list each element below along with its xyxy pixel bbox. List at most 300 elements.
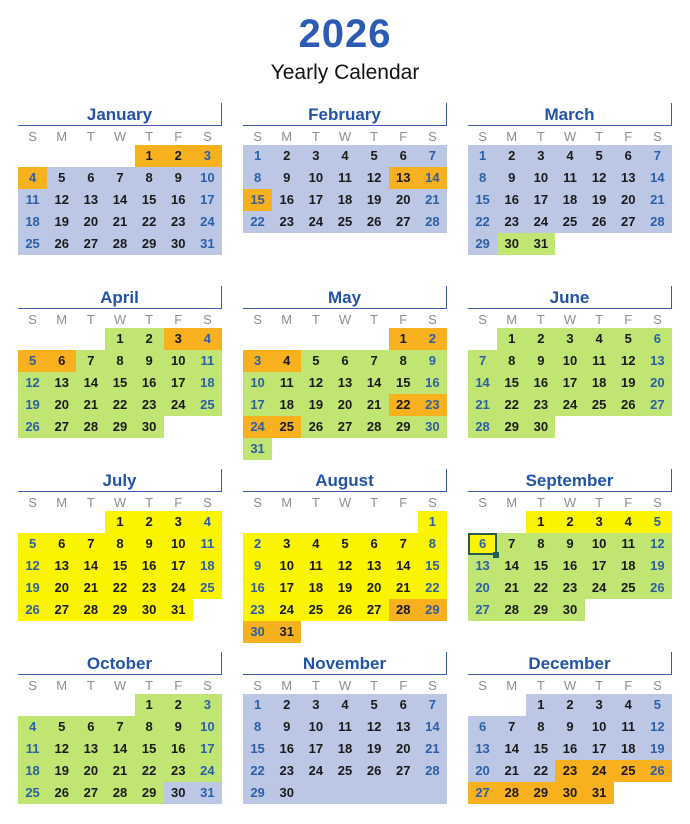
day-cell[interactable]: 12 <box>360 167 389 189</box>
day-cell[interactable]: 30 <box>164 233 193 255</box>
day-cell[interactable]: 9 <box>135 350 164 372</box>
day-cell[interactable]: 5 <box>360 145 389 167</box>
day-cell[interactable]: 4 <box>18 716 47 738</box>
day-cell[interactable]: 18 <box>330 738 359 760</box>
day-cell[interactable]: 30 <box>555 599 584 621</box>
day-cell[interactable]: 27 <box>614 211 643 233</box>
day-cell[interactable]: 9 <box>555 533 584 555</box>
day-cell[interactable]: 17 <box>301 189 330 211</box>
day-cell[interactable]: 15 <box>243 738 272 760</box>
day-cell[interactable]: 1 <box>105 511 134 533</box>
day-cell[interactable]: 3 <box>301 694 330 716</box>
day-cell[interactable]: 5 <box>614 328 643 350</box>
day-cell[interactable]: 28 <box>468 416 497 438</box>
day-cell[interactable]: 23 <box>555 577 584 599</box>
day-cell[interactable]: 24 <box>585 760 614 782</box>
day-cell[interactable]: 14 <box>418 167 447 189</box>
day-cell[interactable]: 14 <box>389 555 418 577</box>
day-cell[interactable]: 5 <box>585 145 614 167</box>
day-cell[interactable]: 13 <box>389 716 418 738</box>
day-cell[interactable]: 31 <box>585 782 614 804</box>
day-cell[interactable]: 3 <box>164 511 193 533</box>
day-cell[interactable]: 26 <box>47 233 76 255</box>
day-cell[interactable]: 2 <box>135 511 164 533</box>
day-cell[interactable]: 5 <box>301 350 330 372</box>
day-cell[interactable]: 24 <box>272 599 301 621</box>
day-cell[interactable]: 23 <box>526 394 555 416</box>
day-cell[interactable]: 1 <box>526 511 555 533</box>
day-cell[interactable]: 18 <box>585 372 614 394</box>
day-cell[interactable]: 2 <box>497 145 526 167</box>
day-cell[interactable]: 15 <box>135 738 164 760</box>
day-cell[interactable]: 28 <box>105 233 134 255</box>
day-cell[interactable]: 15 <box>526 555 555 577</box>
day-cell[interactable]: 3 <box>193 145 222 167</box>
day-cell[interactable]: 11 <box>614 533 643 555</box>
day-cell[interactable]: 18 <box>330 189 359 211</box>
day-cell[interactable]: 3 <box>272 533 301 555</box>
day-cell[interactable]: 20 <box>389 189 418 211</box>
day-cell[interactable]: 19 <box>47 760 76 782</box>
day-cell[interactable]: 25 <box>585 394 614 416</box>
day-cell[interactable]: 28 <box>105 782 134 804</box>
day-cell[interactable]: 27 <box>76 782 105 804</box>
day-cell[interactable]: 31 <box>243 438 272 460</box>
day-cell[interactable]: 2 <box>272 694 301 716</box>
day-cell[interactable]: 26 <box>18 599 47 621</box>
day-cell[interactable]: 22 <box>418 577 447 599</box>
day-cell[interactable]: 17 <box>272 577 301 599</box>
day-cell[interactable]: 29 <box>105 599 134 621</box>
day-cell[interactable]: 6 <box>330 350 359 372</box>
day-cell[interactable]: 19 <box>360 189 389 211</box>
day-cell[interactable]: 10 <box>585 533 614 555</box>
day-cell[interactable]: 10 <box>243 372 272 394</box>
day-cell[interactable]: 14 <box>497 738 526 760</box>
day-cell[interactable]: 18 <box>301 577 330 599</box>
day-cell[interactable]: 16 <box>135 372 164 394</box>
day-cell[interactable]: 17 <box>526 189 555 211</box>
day-cell[interactable]: 11 <box>272 372 301 394</box>
day-cell[interactable]: 7 <box>643 145 672 167</box>
day-cell[interactable]: 1 <box>497 328 526 350</box>
day-cell[interactable]: 3 <box>585 694 614 716</box>
day-cell[interactable]: 2 <box>243 533 272 555</box>
day-cell[interactable]: 4 <box>330 145 359 167</box>
day-cell[interactable]: 28 <box>76 599 105 621</box>
day-cell[interactable]: 3 <box>301 145 330 167</box>
day-cell[interactable]: 4 <box>614 694 643 716</box>
day-cell[interactable]: 8 <box>135 167 164 189</box>
day-cell[interactable]: 13 <box>468 738 497 760</box>
day-cell[interactable]: 13 <box>389 167 418 189</box>
day-cell[interactable]: 9 <box>272 716 301 738</box>
day-cell[interactable]: 3 <box>526 145 555 167</box>
day-cell[interactable]: 23 <box>418 394 447 416</box>
day-cell[interactable]: 25 <box>18 233 47 255</box>
day-cell[interactable]: 8 <box>468 167 497 189</box>
day-cell[interactable]: 7 <box>389 533 418 555</box>
day-cell[interactable]: 25 <box>272 416 301 438</box>
day-cell[interactable]: 12 <box>18 555 47 577</box>
day-cell[interactable]: 1 <box>526 694 555 716</box>
day-cell[interactable]: 9 <box>135 533 164 555</box>
day-cell[interactable]: 7 <box>76 350 105 372</box>
day-cell[interactable]: 28 <box>497 782 526 804</box>
day-cell[interactable]: 5 <box>18 350 47 372</box>
day-cell[interactable]: 16 <box>164 189 193 211</box>
day-cell[interactable]: 20 <box>47 394 76 416</box>
day-cell[interactable]: 10 <box>585 716 614 738</box>
day-cell[interactable]: 21 <box>389 577 418 599</box>
day-cell[interactable]: 4 <box>193 328 222 350</box>
day-cell[interactable]: 25 <box>330 211 359 233</box>
day-cell[interactable]: 23 <box>272 211 301 233</box>
day-cell[interactable]: 29 <box>497 416 526 438</box>
day-cell[interactable]: 25 <box>555 211 584 233</box>
day-cell[interactable]: 5 <box>643 511 672 533</box>
day-cell[interactable]: 4 <box>585 328 614 350</box>
day-cell[interactable]: 18 <box>193 372 222 394</box>
day-cell[interactable]: 22 <box>497 394 526 416</box>
day-cell[interactable]: 28 <box>418 760 447 782</box>
day-cell[interactable]: 27 <box>330 416 359 438</box>
day-cell[interactable]: 21 <box>418 189 447 211</box>
day-cell[interactable]: 20 <box>643 372 672 394</box>
day-cell[interactable]: 16 <box>555 738 584 760</box>
day-cell[interactable]: 15 <box>468 189 497 211</box>
day-cell[interactable]: 2 <box>418 328 447 350</box>
day-cell[interactable]: 11 <box>585 350 614 372</box>
day-cell[interactable]: 28 <box>418 211 447 233</box>
day-cell[interactable]: 24 <box>301 760 330 782</box>
day-cell[interactable]: 27 <box>47 599 76 621</box>
day-cell[interactable]: 29 <box>526 599 555 621</box>
day-cell[interactable]: 18 <box>555 189 584 211</box>
day-cell[interactable]: 16 <box>555 555 584 577</box>
day-cell[interactable]: 28 <box>497 599 526 621</box>
day-cell[interactable]: 5 <box>47 167 76 189</box>
day-cell[interactable]: 14 <box>468 372 497 394</box>
day-cell[interactable]: 31 <box>164 599 193 621</box>
day-cell[interactable]: 9 <box>164 716 193 738</box>
day-cell[interactable]: 8 <box>243 167 272 189</box>
day-cell[interactable]: 8 <box>243 716 272 738</box>
day-cell[interactable]: 5 <box>360 694 389 716</box>
day-cell[interactable]: 11 <box>18 738 47 760</box>
day-cell[interactable]: 1 <box>418 511 447 533</box>
day-cell[interactable]: 21 <box>643 189 672 211</box>
day-cell[interactable]: 24 <box>301 211 330 233</box>
day-cell[interactable]: 6 <box>76 716 105 738</box>
day-cell[interactable]: 12 <box>643 533 672 555</box>
day-cell[interactable]: 31 <box>193 782 222 804</box>
day-cell[interactable]: 13 <box>47 555 76 577</box>
day-cell[interactable]: 31 <box>193 233 222 255</box>
day-cell[interactable]: 26 <box>301 416 330 438</box>
day-cell[interactable]: 22 <box>243 760 272 782</box>
day-cell[interactable]: 9 <box>497 167 526 189</box>
day-cell[interactable]: 14 <box>105 189 134 211</box>
day-cell[interactable]: 7 <box>497 533 526 555</box>
day-cell[interactable]: 21 <box>76 394 105 416</box>
day-cell[interactable]: 21 <box>360 394 389 416</box>
day-cell[interactable]: 25 <box>18 782 47 804</box>
day-cell[interactable]: 22 <box>526 760 555 782</box>
day-cell[interactable]: 1 <box>135 145 164 167</box>
day-cell[interactable]: 12 <box>47 738 76 760</box>
day-cell[interactable]: 8 <box>526 716 555 738</box>
day-cell[interactable]: 9 <box>243 555 272 577</box>
day-cell[interactable]: 4 <box>330 694 359 716</box>
day-cell[interactable]: 21 <box>497 760 526 782</box>
day-cell[interactable]: 24 <box>164 577 193 599</box>
day-cell[interactable]: 14 <box>76 372 105 394</box>
day-cell[interactable]: 15 <box>497 372 526 394</box>
day-cell[interactable]: 16 <box>497 189 526 211</box>
day-cell[interactable]: 14 <box>643 167 672 189</box>
day-cell[interactable]: 23 <box>164 211 193 233</box>
day-cell[interactable]: 19 <box>360 738 389 760</box>
day-cell[interactable]: 15 <box>389 372 418 394</box>
day-cell[interactable]: 20 <box>76 211 105 233</box>
day-cell[interactable]: 13 <box>47 372 76 394</box>
day-cell[interactable]: 24 <box>243 416 272 438</box>
day-cell[interactable]: 20 <box>614 189 643 211</box>
day-cell[interactable]: 22 <box>135 211 164 233</box>
day-cell[interactable]: 4 <box>18 167 47 189</box>
day-cell[interactable]: 6 <box>614 145 643 167</box>
day-cell[interactable]: 23 <box>272 760 301 782</box>
day-cell[interactable]: 8 <box>105 350 134 372</box>
day-cell[interactable]: 29 <box>105 416 134 438</box>
day-cell[interactable]: 14 <box>497 555 526 577</box>
day-cell[interactable]: 15 <box>105 555 134 577</box>
day-cell[interactable]: 26 <box>614 394 643 416</box>
day-cell[interactable]: 27 <box>76 233 105 255</box>
day-cell[interactable]: 19 <box>614 372 643 394</box>
day-cell[interactable]: 1 <box>105 328 134 350</box>
day-cell[interactable]: 12 <box>301 372 330 394</box>
day-cell[interactable]: 23 <box>497 211 526 233</box>
day-cell[interactable]: 17 <box>585 738 614 760</box>
day-cell[interactable]: 12 <box>585 167 614 189</box>
day-cell[interactable]: 20 <box>360 577 389 599</box>
day-cell[interactable]: 31 <box>272 621 301 643</box>
day-cell[interactable]: 17 <box>193 189 222 211</box>
day-cell[interactable]: 27 <box>468 782 497 804</box>
day-cell[interactable]: 20 <box>76 760 105 782</box>
day-cell[interactable]: 15 <box>243 189 272 211</box>
day-cell[interactable]: 21 <box>105 211 134 233</box>
day-cell[interactable]: 9 <box>555 716 584 738</box>
day-cell[interactable]: 18 <box>614 555 643 577</box>
day-cell[interactable]: 7 <box>105 167 134 189</box>
day-cell[interactable]: 18 <box>193 555 222 577</box>
day-cell[interactable]: 12 <box>18 372 47 394</box>
day-cell[interactable]: 6 <box>389 694 418 716</box>
day-cell[interactable]: 17 <box>193 738 222 760</box>
day-cell[interactable]: 19 <box>585 189 614 211</box>
day-cell[interactable]: 8 <box>418 533 447 555</box>
day-cell[interactable]: 1 <box>468 145 497 167</box>
day-cell[interactable]: 17 <box>555 372 584 394</box>
day-cell[interactable]: 6 <box>47 533 76 555</box>
day-cell[interactable]: 10 <box>272 555 301 577</box>
day-cell[interactable]: 11 <box>18 189 47 211</box>
day-cell[interactable]: 18 <box>18 760 47 782</box>
day-cell[interactable]: 10 <box>164 533 193 555</box>
day-cell[interactable]: 22 <box>105 394 134 416</box>
day-cell[interactable]: 28 <box>76 416 105 438</box>
day-cell[interactable]: 4 <box>555 145 584 167</box>
day-cell[interactable]: 25 <box>301 599 330 621</box>
day-cell[interactable]: 25 <box>193 577 222 599</box>
day-cell[interactable]: 20 <box>468 760 497 782</box>
day-cell[interactable]: 1 <box>389 328 418 350</box>
day-cell[interactable]: 26 <box>360 760 389 782</box>
day-cell[interactable]: 27 <box>47 416 76 438</box>
day-cell[interactable]: 2 <box>526 328 555 350</box>
day-cell[interactable]: 29 <box>526 782 555 804</box>
day-cell[interactable]: 16 <box>272 738 301 760</box>
day-cell[interactable]: 17 <box>243 394 272 416</box>
day-cell[interactable]: 26 <box>643 577 672 599</box>
day-cell[interactable]: 24 <box>193 211 222 233</box>
day-cell[interactable]: 30 <box>243 621 272 643</box>
day-cell[interactable]: 29 <box>418 599 447 621</box>
day-cell[interactable]: 5 <box>643 694 672 716</box>
day-cell[interactable]: 17 <box>164 372 193 394</box>
day-cell[interactable]: 13 <box>76 738 105 760</box>
day-cell[interactable]: 7 <box>76 533 105 555</box>
day-cell[interactable]: 7 <box>497 716 526 738</box>
day-cell[interactable]: 28 <box>389 599 418 621</box>
day-cell[interactable]: 5 <box>47 716 76 738</box>
day-cell[interactable]: 15 <box>418 555 447 577</box>
day-cell[interactable]: 30 <box>272 782 301 804</box>
day-cell[interactable]: 11 <box>555 167 584 189</box>
day-cell[interactable]: 18 <box>614 738 643 760</box>
day-cell[interactable]: 10 <box>301 167 330 189</box>
day-cell[interactable]: 23 <box>555 760 584 782</box>
day-cell[interactable]: 22 <box>389 394 418 416</box>
day-cell[interactable]: 19 <box>47 211 76 233</box>
day-cell[interactable]: 2 <box>164 694 193 716</box>
day-cell[interactable]: 10 <box>555 350 584 372</box>
day-cell[interactable]: 6 <box>47 350 76 372</box>
day-cell[interactable]: 22 <box>135 760 164 782</box>
day-cell[interactable]: 6 <box>468 716 497 738</box>
day-cell[interactable]: 18 <box>18 211 47 233</box>
day-cell[interactable]: 3 <box>555 328 584 350</box>
day-cell[interactable]: 14 <box>105 738 134 760</box>
day-cell[interactable]: 22 <box>526 577 555 599</box>
day-cell[interactable]: 25 <box>330 760 359 782</box>
day-cell[interactable]: 29 <box>135 233 164 255</box>
day-cell[interactable]: 7 <box>418 694 447 716</box>
day-cell[interactable]: 12 <box>360 716 389 738</box>
day-cell[interactable]: 21 <box>468 394 497 416</box>
day-cell[interactable]: 1 <box>135 694 164 716</box>
day-cell[interactable]: 20 <box>389 738 418 760</box>
day-cell[interactable]: 29 <box>389 416 418 438</box>
day-cell[interactable]: 27 <box>389 760 418 782</box>
day-cell[interactable]: 25 <box>614 577 643 599</box>
day-cell[interactable]: 16 <box>526 372 555 394</box>
day-cell[interactable]: 20 <box>330 394 359 416</box>
day-cell[interactable]: 13 <box>360 555 389 577</box>
day-cell[interactable]: 22 <box>468 211 497 233</box>
day-cell[interactable]: 11 <box>193 350 222 372</box>
day-cell[interactable]: 30 <box>526 416 555 438</box>
day-cell[interactable]: 24 <box>555 394 584 416</box>
day-cell[interactable]: 7 <box>468 350 497 372</box>
day-cell[interactable]: 16 <box>243 577 272 599</box>
day-cell[interactable]: 19 <box>643 738 672 760</box>
day-cell[interactable]: 2 <box>555 694 584 716</box>
day-cell[interactable]: 16 <box>135 555 164 577</box>
selection-handle[interactable] <box>493 552 499 558</box>
day-cell[interactable]: 11 <box>614 716 643 738</box>
day-cell[interactable]: 24 <box>526 211 555 233</box>
day-cell[interactable]: 3 <box>164 328 193 350</box>
day-cell[interactable]: 23 <box>135 577 164 599</box>
day-cell[interactable]: 4 <box>301 533 330 555</box>
day-cell[interactable]: 11 <box>330 167 359 189</box>
day-cell[interactable]: 8 <box>105 533 134 555</box>
day-cell[interactable]: 21 <box>497 577 526 599</box>
day-cell[interactable]: 6 <box>360 533 389 555</box>
day-cell[interactable]: 29 <box>468 233 497 255</box>
day-cell[interactable]: 20 <box>47 577 76 599</box>
day-cell[interactable]: 9 <box>272 167 301 189</box>
day-cell[interactable]: 9 <box>164 167 193 189</box>
day-cell[interactable]: 10 <box>301 716 330 738</box>
day-cell[interactable]: 4 <box>614 511 643 533</box>
day-cell[interactable]: 27 <box>643 394 672 416</box>
day-cell[interactable]: 24 <box>193 760 222 782</box>
day-cell[interactable]: 16 <box>272 189 301 211</box>
day-cell[interactable]: 12 <box>614 350 643 372</box>
day-cell[interactable]: 10 <box>193 716 222 738</box>
day-cell[interactable]: 12 <box>643 716 672 738</box>
day-cell[interactable]: 20 <box>468 577 497 599</box>
day-cell[interactable]: 29 <box>135 782 164 804</box>
day-cell[interactable]: 15 <box>135 189 164 211</box>
day-cell[interactable]: 6 <box>389 145 418 167</box>
day-cell[interactable]: 8 <box>389 350 418 372</box>
day-cell[interactable]: 17 <box>164 555 193 577</box>
day-cell[interactable]: 4 <box>272 350 301 372</box>
day-cell[interactable]: 10 <box>164 350 193 372</box>
day-cell[interactable]: 27 <box>389 211 418 233</box>
day-cell[interactable]: 9 <box>526 350 555 372</box>
day-cell[interactable]: 2 <box>555 511 584 533</box>
day-cell[interactable]: 28 <box>360 416 389 438</box>
day-cell[interactable]: 22 <box>105 577 134 599</box>
day-cell[interactable]: 2 <box>272 145 301 167</box>
day-cell[interactable]: 21 <box>105 760 134 782</box>
day-cell[interactable]: 13 <box>330 372 359 394</box>
day-cell[interactable]: 24 <box>585 577 614 599</box>
day-cell[interactable]: 19 <box>301 394 330 416</box>
day-cell[interactable]: 12 <box>330 555 359 577</box>
day-cell[interactable]: 11 <box>301 555 330 577</box>
day-cell[interactable]: 5 <box>330 533 359 555</box>
day-cell[interactable]: 26 <box>643 760 672 782</box>
day-cell[interactable]: 6 <box>76 167 105 189</box>
